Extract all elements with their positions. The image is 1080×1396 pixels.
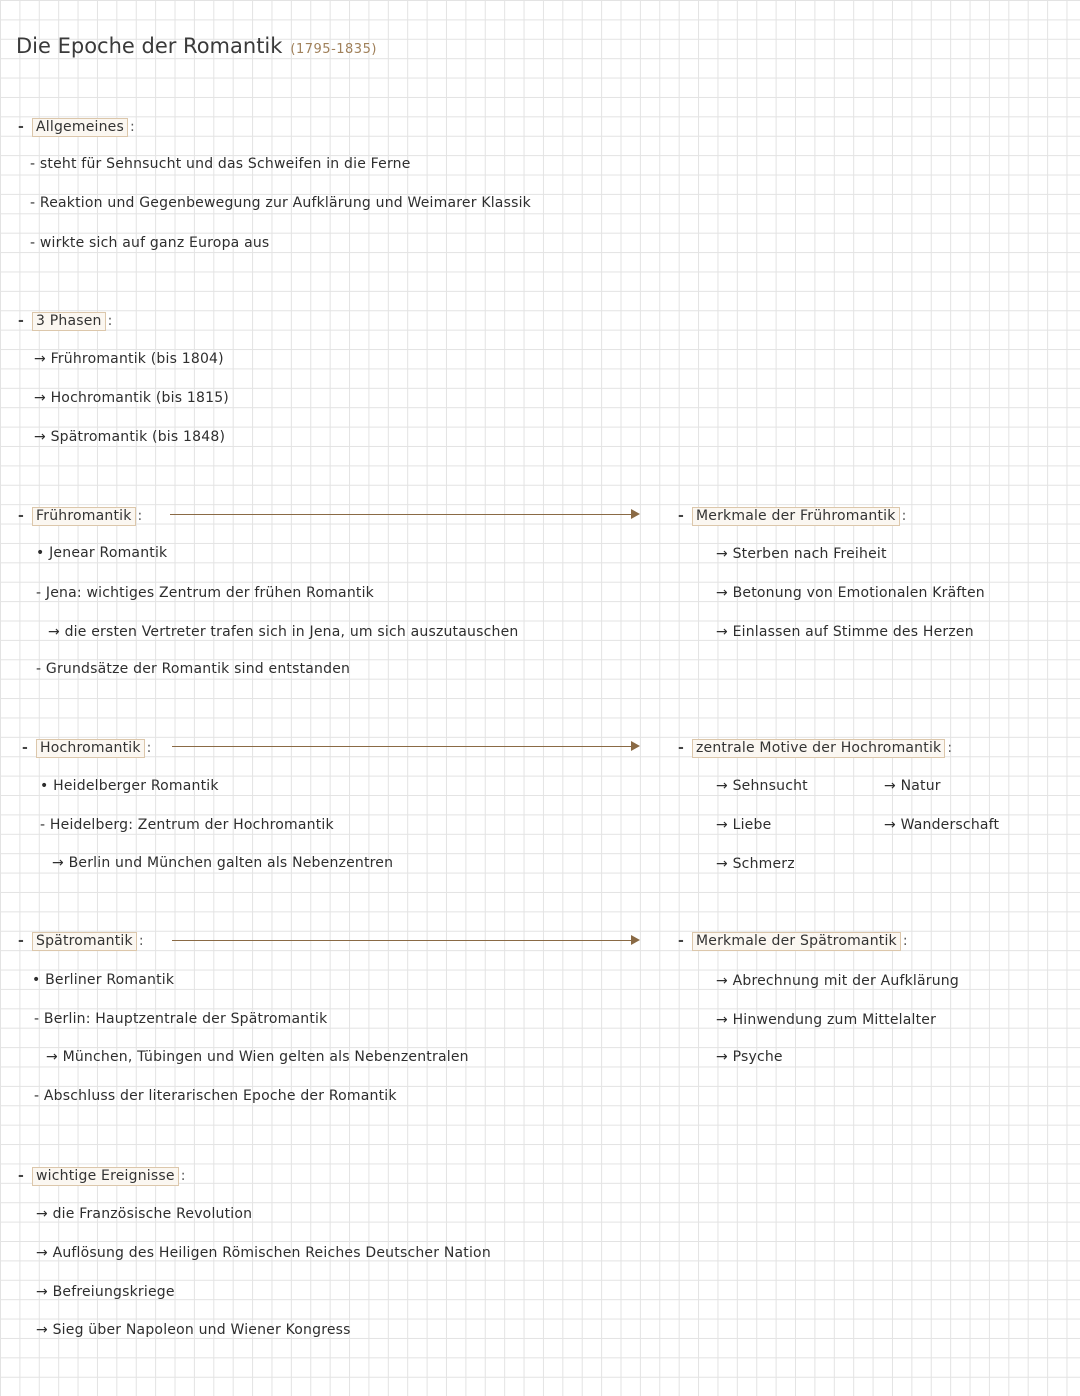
heading-box: wichtige Ereignisse [32, 1167, 179, 1186]
list-item: - steht für Sehnsucht und das Schweifen in die Ferne [30, 156, 411, 172]
section-heading-spaetromantik [18, 932, 144, 951]
section-heading-hochromantik [22, 739, 152, 758]
list-item: → Betonung von Emotionalen Kräften [716, 585, 985, 601]
list-item: → Spätromantik (bis 1848) [34, 429, 226, 445]
side-heading-merkmale-spaet [678, 932, 908, 951]
arrow-connector [170, 514, 638, 515]
heading-colon: : [180, 1168, 186, 1184]
heading-colon: : [107, 313, 113, 329]
heading-box: Spätromantik [32, 932, 137, 951]
heading-box: Frühromantik [32, 507, 136, 526]
heading-box: zentrale Motive der Hochromantik [692, 739, 945, 758]
list-item: → München, Tübingen und Wien gelten als Nebenzentralen [46, 1049, 469, 1065]
list-item: → Einlassen auf Stimme des Herzen [716, 624, 974, 640]
title-text: Die Epoche der Romantik [16, 34, 283, 58]
heading-colon: : [947, 740, 953, 756]
heading-box: 3 Phasen [32, 312, 106, 331]
heading-colon: : [129, 119, 135, 135]
list-item: → Psyche [716, 1049, 783, 1065]
section-heading-phasen [18, 312, 113, 331]
list-item: - wirkte sich auf ganz Europa aus [30, 235, 270, 251]
side-heading-merkmale-frueh [678, 507, 906, 526]
list-item: - Reaktion und Gegenbewegung zur Aufklärung und Weimarer Klassik [30, 195, 531, 211]
heading-dash: - [678, 933, 685, 949]
heading-dash: - [18, 1168, 25, 1184]
list-item: → Wanderschaft [884, 817, 1000, 833]
heading-colon: : [138, 933, 144, 949]
list-item: → die Französische Revolution [36, 1206, 253, 1222]
title-years: (1795-1835) [290, 42, 377, 57]
heading-dash: - [18, 508, 25, 524]
heading-box: Allgemeines [32, 118, 128, 137]
list-item: - Abschluss der literarischen Epoche der Romantik [34, 1088, 397, 1104]
list-item: - Grundsätze der Romantik sind entstanden [36, 661, 351, 677]
page-title [16, 34, 377, 58]
heading-dash: - [18, 933, 25, 949]
list-item: - Heidelberg: Zentrum der Hochromantik [40, 817, 334, 833]
heading-dash: - [22, 740, 29, 756]
arrow-connector [172, 940, 638, 941]
list-item: → Natur [884, 778, 941, 794]
list-item: → Abrechnung mit der Aufklärung [716, 973, 959, 989]
heading-colon: : [901, 508, 907, 524]
list-item: → Berlin und München galten als Nebenzentren [52, 855, 394, 871]
list-item: → Schmerz [716, 856, 795, 872]
list-item: → Frühromantik (bis 1804) [34, 351, 224, 367]
section-heading-allgemeines [18, 118, 135, 137]
heading-dash: - [678, 508, 685, 524]
heading-dash: - [678, 740, 685, 756]
list-item: → Sterben nach Freiheit [716, 546, 887, 562]
heading-dash: - [18, 119, 25, 135]
arrow-connector [172, 746, 638, 747]
list-item: → Hochromantik (bis 1815) [34, 390, 229, 406]
list-item: • Heidelberger Romantik [40, 778, 219, 794]
list-item: - Jena: wichtiges Zentrum der frühen Romantik [36, 585, 374, 601]
list-item: • Jenear Romantik [36, 545, 168, 561]
list-item: → Befreiungskriege [36, 1284, 175, 1300]
section-heading-fruehromantik [18, 507, 142, 526]
heading-colon: : [902, 933, 908, 949]
list-item: → Auflösung des Heiligen Römischen Reiches Deutscher Nation [36, 1245, 491, 1261]
heading-dash: - [18, 313, 25, 329]
list-item: • Berliner Romantik [32, 972, 175, 988]
list-item: → Liebe [716, 817, 772, 833]
list-item: → die ersten Vertreter trafen sich in Jena, um sich auszutauschen [48, 624, 519, 640]
heading-box: Hochromantik [36, 739, 145, 758]
list-item: → Sehnsucht [716, 778, 808, 794]
list-item: → Hinwendung zum Mittelalter [716, 1012, 937, 1028]
heading-box: Merkmale der Frühromantik [692, 507, 900, 526]
heading-colon: : [137, 508, 143, 524]
side-heading-motive-hoch [678, 739, 952, 758]
heading-colon: : [146, 740, 152, 756]
heading-box: Merkmale der Spätromantik [692, 932, 901, 951]
section-heading-ereignisse [18, 1167, 186, 1186]
list-item: - Berlin: Hauptzentrale der Spätromantik [34, 1011, 328, 1027]
list-item: → Sieg über Napoleon und Wiener Kongress [36, 1322, 351, 1338]
